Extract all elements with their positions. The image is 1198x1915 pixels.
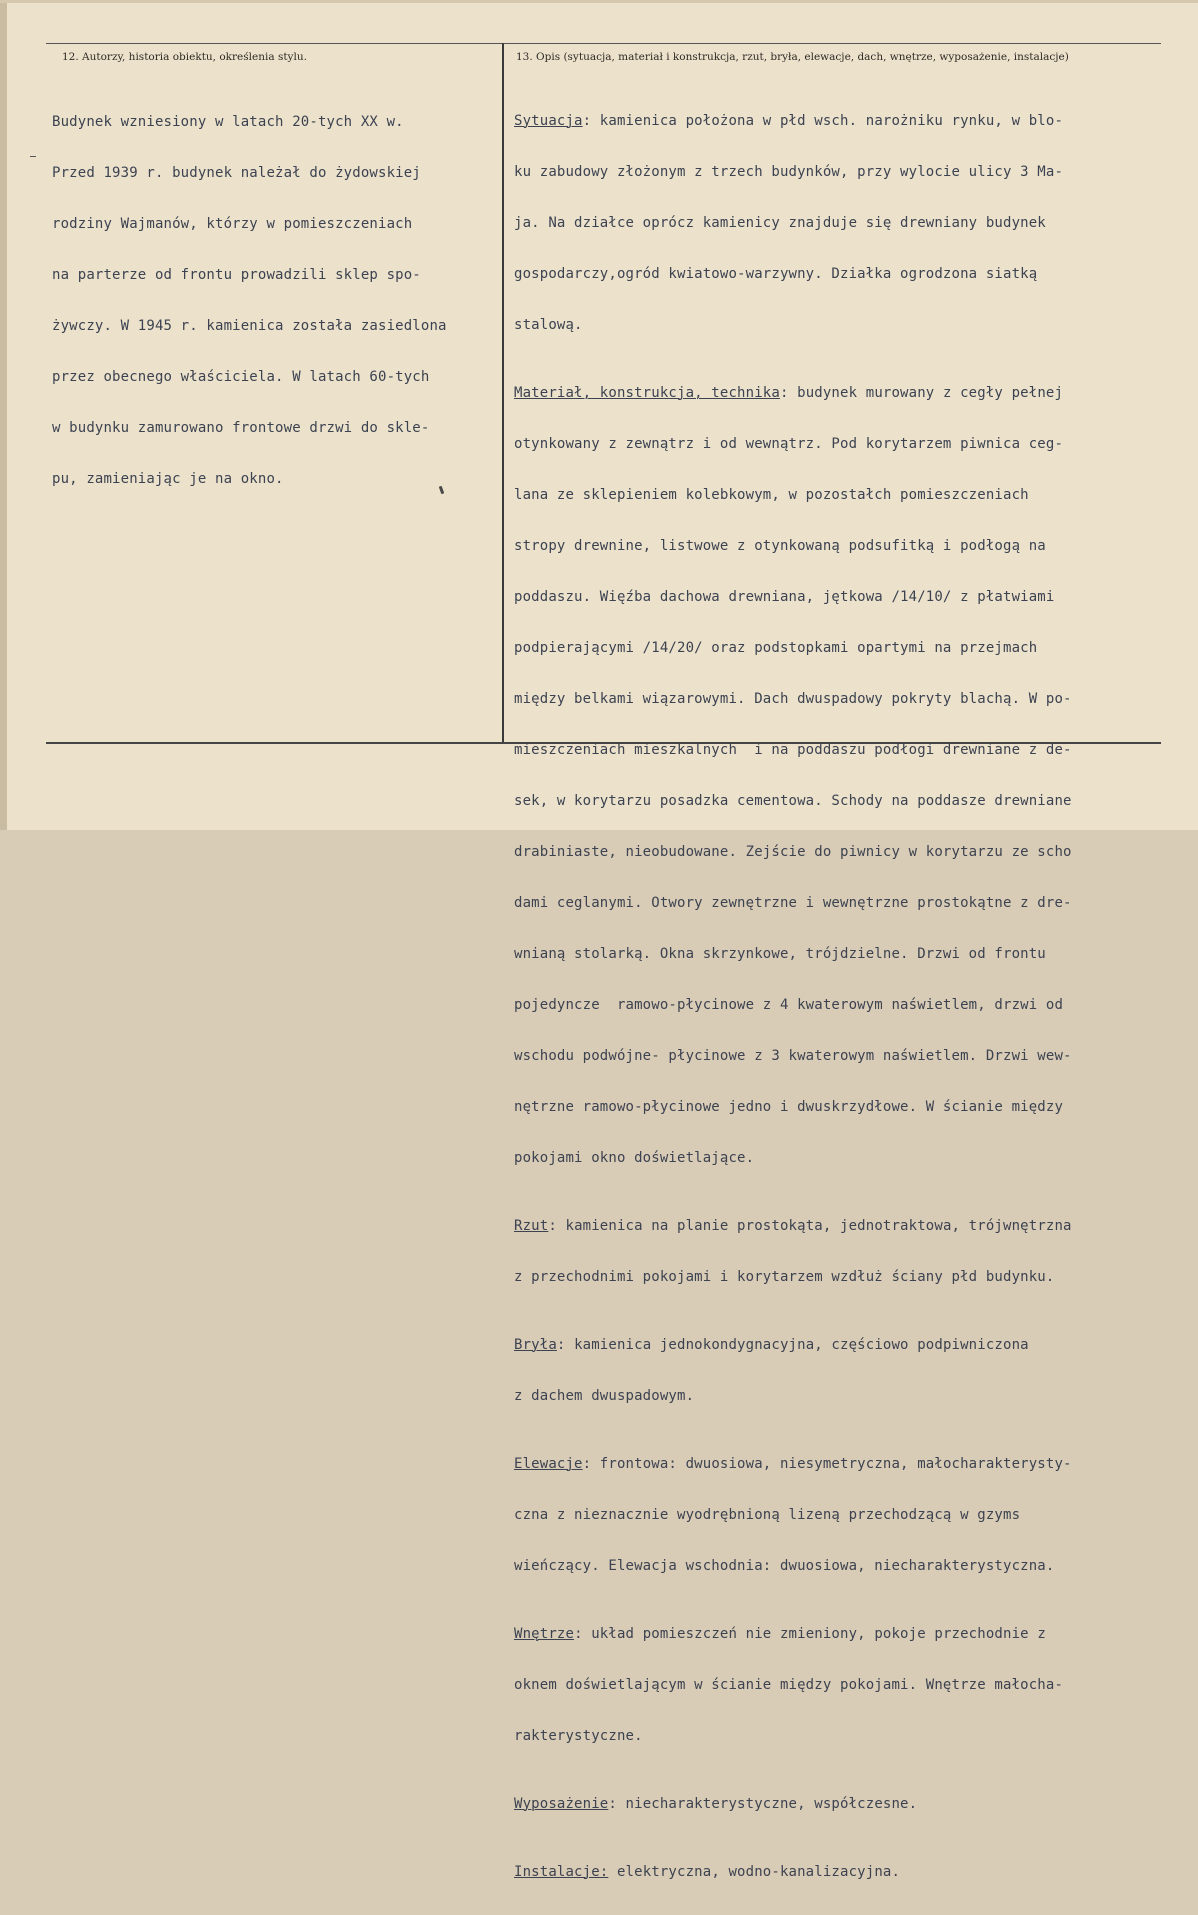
material-line: poddaszu. Więźba dachowa drewniana, jętkowa /14/10/ z płatwiami: [514, 589, 1055, 605]
material-line: między belkami wiązarowymi. Dach dwuspadowy pokryty blachą. W po-: [514, 691, 1072, 707]
material-line: nętrzne ramowo-płycinowe jedno i dwuskrzydłowe. W ścianie między: [514, 1099, 1064, 1115]
history-line: żywczy. W 1945 r. kamienica została zasiedlona: [52, 318, 447, 334]
wyposazenie-line: Wyposażenie: niecharakterystyczne, współczesne.: [514, 1796, 918, 1812]
bryla-label: Bryła: [514, 1337, 557, 1353]
sytuacja-line: Sytuacja: kamienica położona w płd wsch. narożniku rynku, w blo-: [514, 113, 1064, 129]
section-12-heading: 12. Autorzy, historia obiektu, określenia stylu.: [62, 51, 307, 63]
history-line: przez obecnego właściciela. W latach 60-tych: [52, 369, 430, 385]
elewacje-line: wieńczący. Elewacja wschodnia: dwuosiowa, niecharakterystyczna.: [514, 1558, 1055, 1574]
wyposazenie-label: Wyposażenie: [514, 1796, 609, 1812]
rzut-label: Rzut: [514, 1218, 549, 1234]
material-label: Materiał, konstrukcja, technika: [514, 385, 780, 401]
card-left-edge: [0, 0, 7, 830]
material-line: lana ze sklepieniem kolebkowym, w pozostałch pomieszczeniach: [514, 487, 1029, 503]
margin-dash-mark: [30, 156, 36, 157]
material-line: mieszczeniach mieszkalnych i na poddaszu podłogi drewniane z de-: [514, 742, 1072, 758]
sytuacja-line: gospodarczy,ogród kwiatowo-warzywny. Działka ogrodzona siatką: [514, 266, 1038, 282]
material-line: podpierającymi /14/20/ oraz podstopkami opartymi na przejmach: [514, 640, 1038, 656]
card-top-edge: [0, 0, 1198, 3]
material-line: dami ceglanymi. Otwory zewnętrzne i wewnętrzne prostokątne z dre-: [514, 895, 1072, 911]
top-rule: [46, 43, 1161, 44]
material-line: otynkowany z zewnątrz i od wewnątrz. Pod korytarzem piwnica ceg-: [514, 436, 1064, 452]
material-line: pokojami okno doświetlające.: [514, 1150, 755, 1166]
instalacje-line: Instalacje: elektryczna, wodno-kanalizacyjna.: [514, 1864, 901, 1880]
material-line: pojedyncze ramowo-płycinowe z 4 kwaterowym naświetlem, drzwi od: [514, 997, 1064, 1013]
section-13-heading: 13. Opis (sytuacja, materiał i konstrukcja, rzut, bryła, elewacje, dach, wnętrze, wyposażenie, instalacje): [516, 51, 1069, 63]
sytuacja-line: stalową.: [514, 317, 583, 333]
instalacje-label: Instalacje:: [514, 1864, 609, 1880]
wnetrze-line: Wnętrze: układ pomieszczeń nie zmieniony, pokoje przechodnie z: [514, 1626, 1046, 1642]
material-line: wschodu podwójne- płycinowe z 3 kwaterowym naświetlem. Drzwi wew-: [514, 1048, 1072, 1064]
sytuacja-line: ja. Na działce oprócz kamienicy znajduje się drewniany budynek: [514, 215, 1046, 231]
material-line: sek, w korytarzu posadzka cementowa. Schody na poddasze drewniane: [514, 793, 1072, 809]
material-line: Materiał, konstrukcja, technika: budynek murowany z cegły pełnej: [514, 385, 1064, 401]
history-line: Budynek wzniesiony w latach 20-tych XX w.: [52, 114, 404, 130]
elewacje-line: czna z nieznacznie wyodrębnioną lizeną przechodzącą w gzyms: [514, 1507, 1021, 1523]
description-text: [514, 79, 1072, 1915]
sytuacja-label: Sytuacja: [514, 113, 583, 129]
column-divider: [502, 43, 504, 743]
bryla-line: z dachem dwuspadowym.: [514, 1388, 695, 1404]
history-line: pu, zamieniając je na okno.: [52, 471, 284, 487]
history-line: Przed 1939 r. budynek należał do żydowskiej: [52, 165, 421, 181]
history-line: na parterze od frontu prowadzili sklep spo-: [52, 267, 421, 283]
wnetrze-line: rakterystyczne.: [514, 1728, 643, 1744]
elewacje-label: Elewacje: [514, 1456, 583, 1472]
rzut-line: Rzut: kamienica na planie prostokąta, jednotraktowa, trójwnętrzna: [514, 1218, 1072, 1234]
elewacje-line: Elewacje: frontowa: dwuosiowa, niesymetryczna, małocharakterysty-: [514, 1456, 1072, 1472]
history-text: [52, 80, 447, 522]
wnetrze-label: Wnętrze: [514, 1626, 575, 1642]
history-line: w budynku zamurowano frontowe drzwi do skle-: [52, 420, 430, 436]
history-line: rodziny Wajmanów, którzy w pomieszczeniach: [52, 216, 413, 232]
material-line: wnianą stolarką. Okna skrzynkowe, trójdzielne. Drzwi od frontu: [514, 946, 1046, 962]
material-line: stropy drewnine, listwowe z otynkowaną podsufitką i podłogą na: [514, 538, 1046, 554]
wnetrze-line: oknem doświetlającym w ścianie między pokojami. Wnętrze małocha-: [514, 1677, 1064, 1693]
bryla-line: Bryła: kamienica jednokondygnacyjna, częściowo podpiwniczona: [514, 1337, 1029, 1353]
material-line: drabiniaste, nieobudowane. Zejście do piwnicy w korytarzu ze scho: [514, 844, 1072, 860]
rzut-line: z przechodnimi pokojami i korytarzem wzdłuż ściany płd budynku.: [514, 1269, 1055, 1285]
sytuacja-line: ku zabudowy złożonym z trzech budynków, przy wylocie ulicy 3 Ma-: [514, 164, 1064, 180]
